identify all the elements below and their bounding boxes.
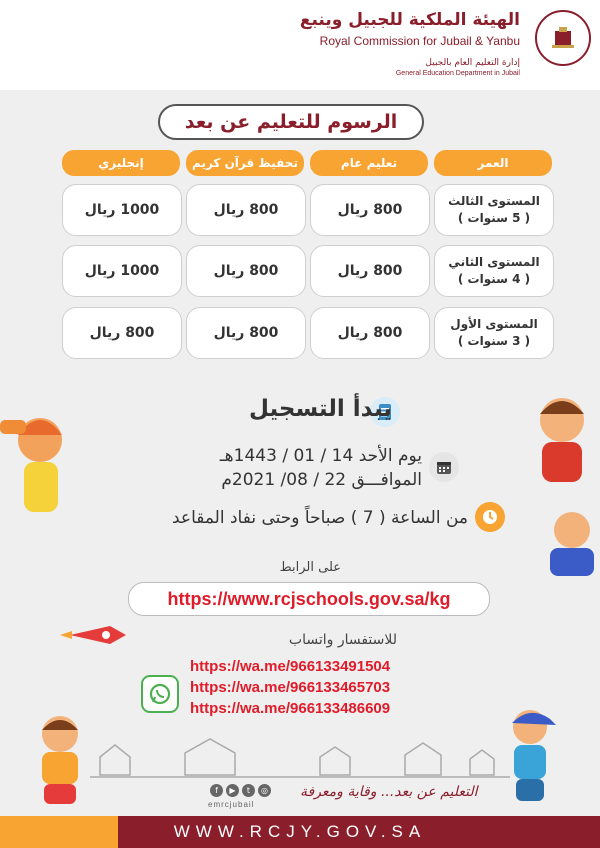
- whatsapp-icon[interactable]: [141, 675, 179, 713]
- header-general: تعليم عام: [310, 150, 428, 176]
- calendar-icon: [429, 452, 459, 482]
- fee-quran: 800 ريال: [186, 307, 306, 359]
- kid-illustration-right: [520, 380, 600, 580]
- level-name: المستوى الثاني: [448, 255, 540, 269]
- slogan: التعليم عن بعد... وقاية ومعرفة: [300, 784, 478, 800]
- org-name-en: Royal Commission for Jubail & Yanbu: [319, 34, 520, 48]
- houses-illustration: [90, 735, 510, 780]
- level-age: ( 5 سنوات ): [457, 211, 531, 225]
- fee-general: 800 ريال: [310, 184, 430, 236]
- whatsapp-link[interactable]: https://wa.me/966133486609: [190, 700, 391, 717]
- level-age: ( 4 سنوات ): [457, 272, 531, 286]
- fee-english: 1000 ريال: [62, 184, 182, 236]
- registration-url[interactable]: https://www.rcjschools.gov.sa/kg: [128, 582, 490, 616]
- whatsapp-label: للاستفسار واتساب: [288, 632, 397, 648]
- date-gregorian: الموافـــق 22 / 08/ 2021م: [221, 470, 422, 490]
- fee-quran: 800 ريال: [186, 184, 306, 236]
- fee-general: 800 ريال: [310, 307, 430, 359]
- kid-illustration-bottom-left: [20, 712, 100, 807]
- dept-name-en: General Education Department in Jubail: [395, 70, 520, 77]
- twitter-icon[interactable]: t: [242, 784, 255, 797]
- header-age: العمر: [434, 150, 552, 176]
- website-url[interactable]: WWW.RCJY.GOV.SA: [173, 822, 427, 841]
- level-cell: [434, 184, 554, 236]
- dept-name-ar: إدارة التعليم العام بالجبيل: [425, 58, 520, 68]
- youtube-icon[interactable]: ▶: [226, 784, 239, 797]
- level-age: ( 3 سنوات ): [457, 334, 531, 348]
- link-label: على الرابط: [279, 560, 341, 575]
- rc-logo: [535, 10, 591, 66]
- level-cell: [434, 307, 554, 359]
- org-name-ar: الهيئة الملكية للجبيل وينبع: [299, 10, 520, 30]
- registration-time: من الساعة ( 7 ) صباحاً وحتى نفاد المقاعد: [172, 508, 468, 528]
- fee-english: 1000 ريال: [62, 245, 182, 297]
- fee-quran: 800 ريال: [186, 245, 306, 297]
- registration-title: يبدأ التسجيل: [248, 396, 392, 422]
- footer-accent: [0, 816, 118, 848]
- whatsapp-link[interactable]: https://wa.me/966133491504: [190, 658, 391, 675]
- date-hijri: يوم الأحد 14 / 01 / 1443هـ: [219, 446, 422, 466]
- fee-english: 800 ريال: [62, 307, 182, 359]
- header-quran: تحفيظ قرآن كريم: [186, 150, 304, 176]
- social-handle: emrcjubail: [208, 800, 255, 809]
- header-english: إنجليزي: [62, 150, 180, 176]
- kid-illustration-left: [0, 400, 80, 580]
- fees-title: الرسوم للتعليم عن بعد: [158, 104, 424, 140]
- instagram-icon[interactable]: ◎: [258, 784, 271, 797]
- whatsapp-link[interactable]: https://wa.me/966133465703: [190, 679, 391, 696]
- level-name: المستوى الثالث: [448, 194, 540, 208]
- clock-icon: [475, 502, 505, 532]
- level-name: المستوى الأول: [450, 317, 538, 331]
- rocket-illustration: [60, 620, 130, 650]
- level-cell: [434, 245, 554, 297]
- facebook-icon[interactable]: f: [210, 784, 223, 797]
- fee-general: 800 ريال: [310, 245, 430, 297]
- social-icons: [210, 784, 271, 797]
